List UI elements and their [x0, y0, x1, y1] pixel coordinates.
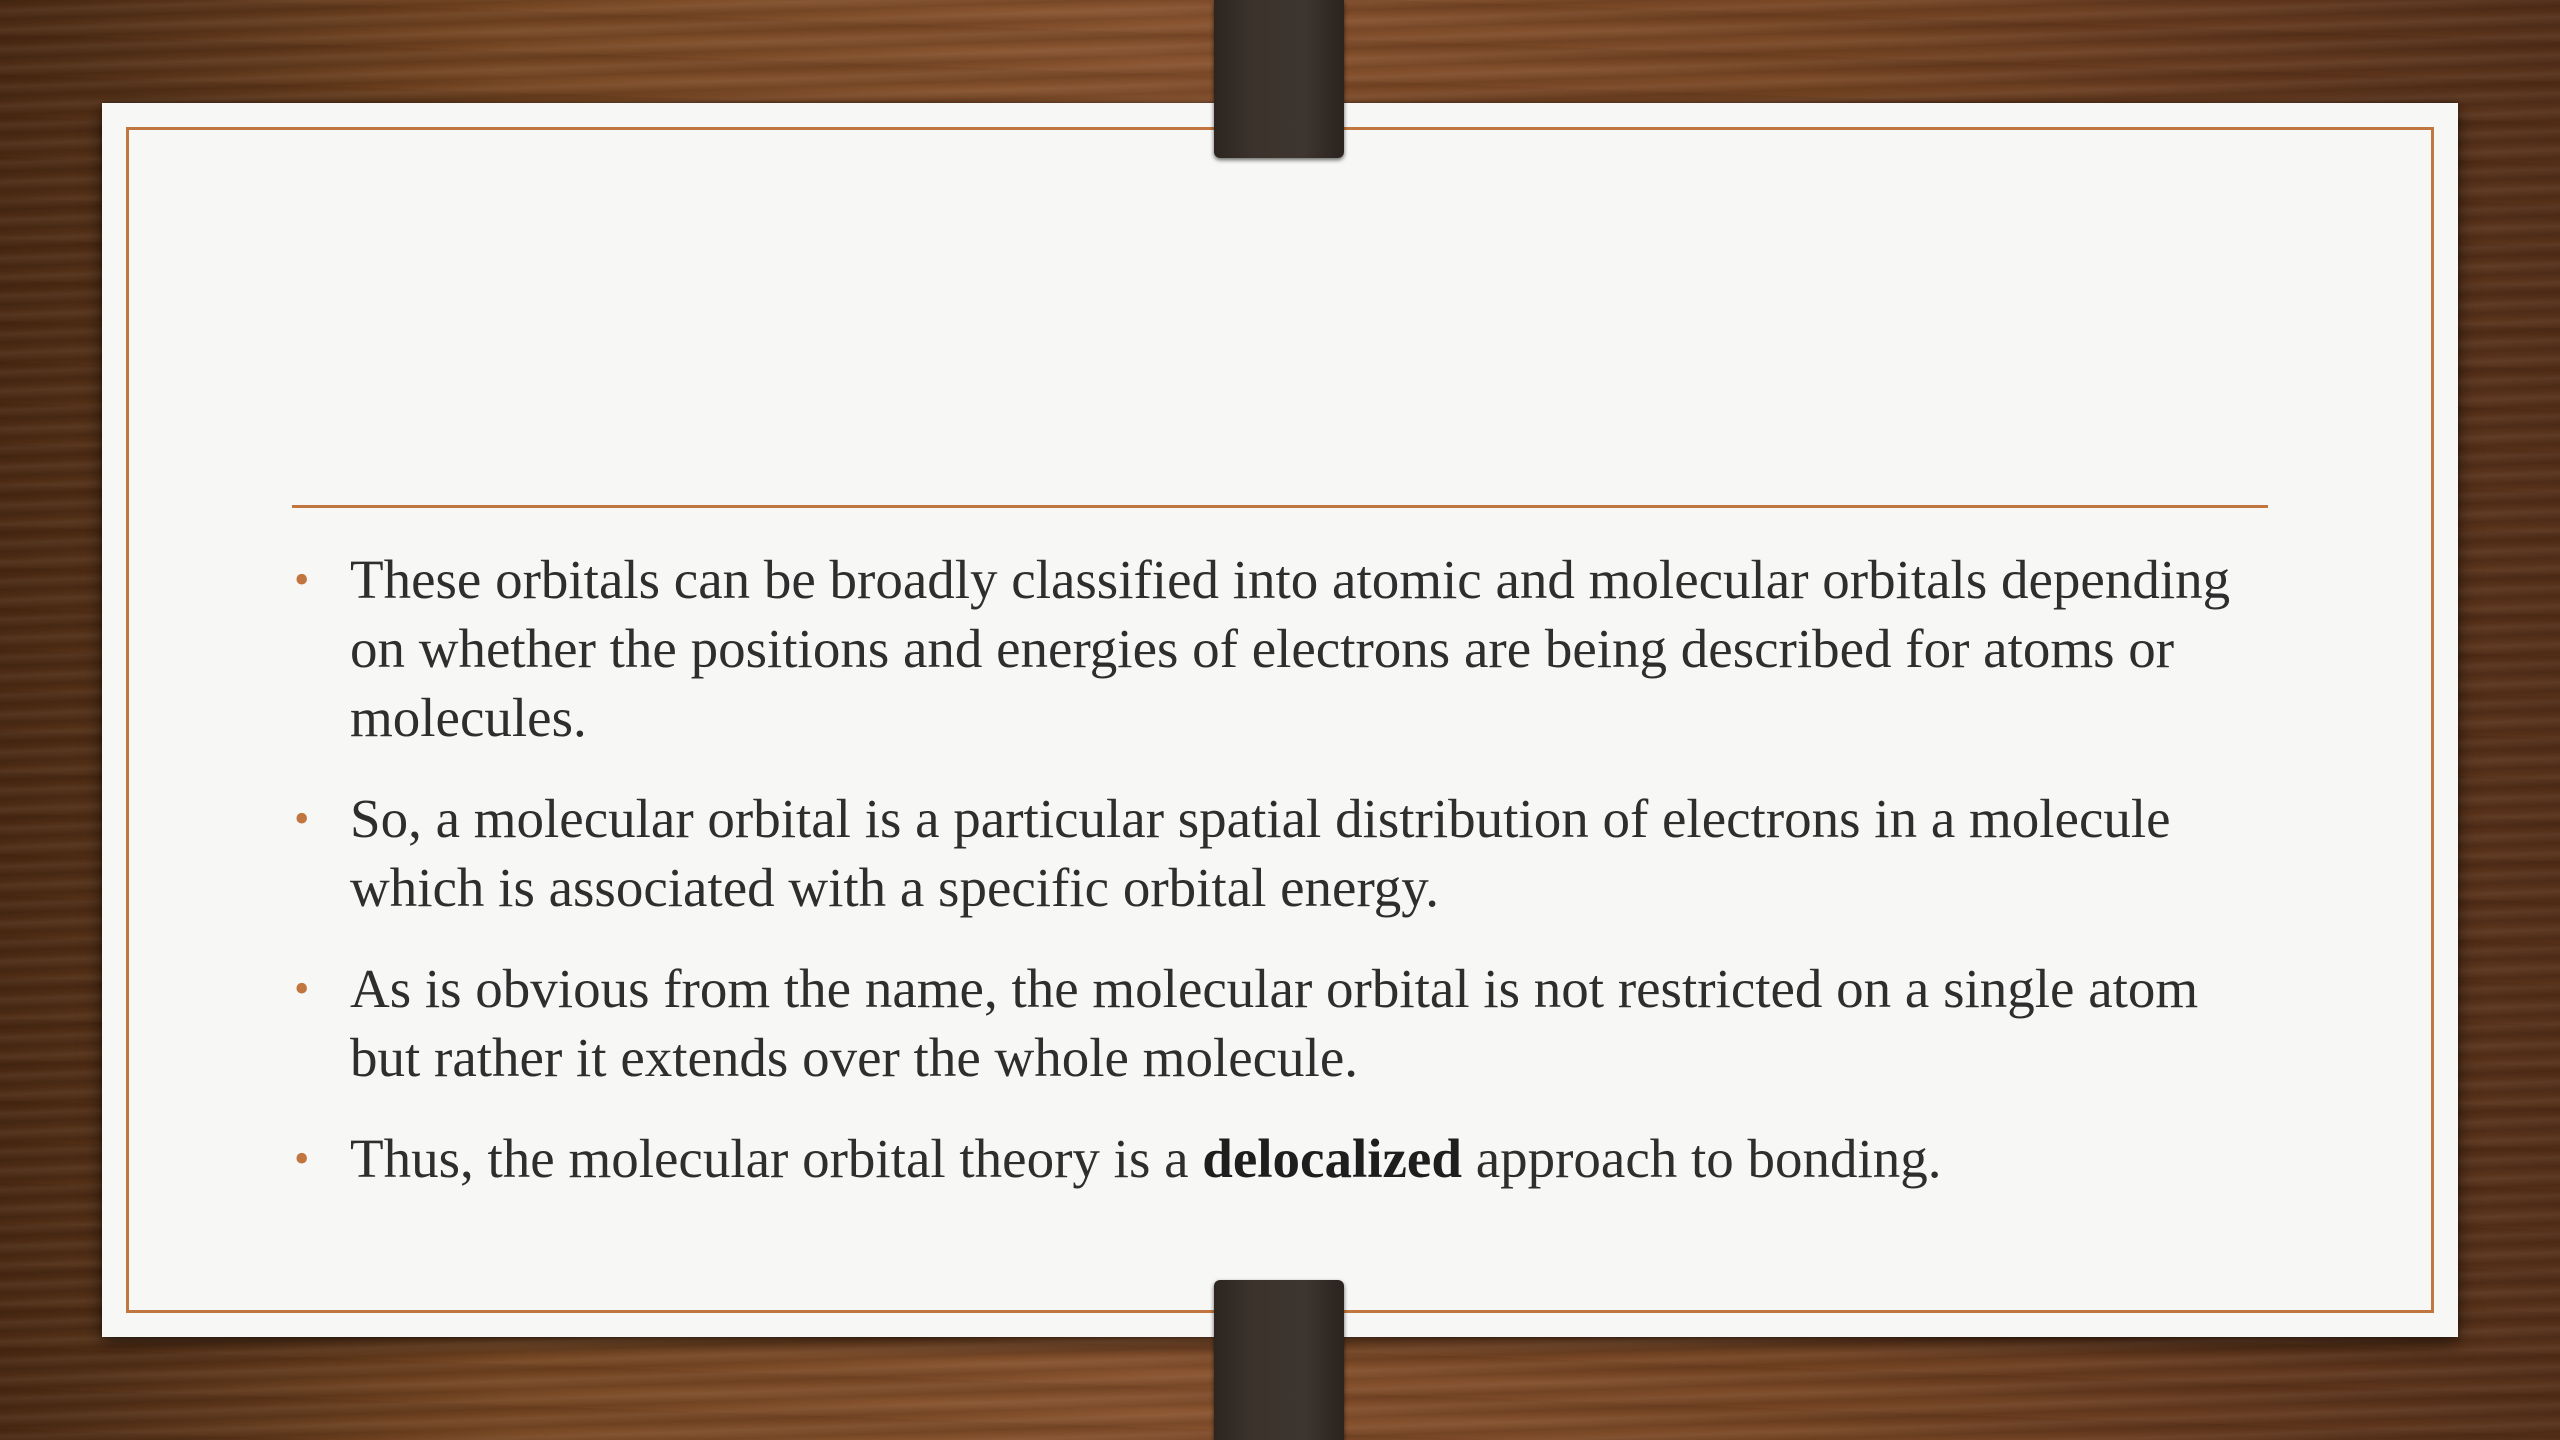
bullet-list — [292, 545, 2252, 1225]
bullet-text-emphasis: delocalized — [1202, 1128, 1462, 1189]
bullet-text-before: Thus, the molecular orbital theory is a — [350, 1128, 1203, 1189]
bullet-icon: • — [294, 1134, 310, 1183]
bottom-clip — [1214, 1280, 1344, 1440]
top-clip — [1214, 0, 1344, 158]
bullet-item-2 — [292, 784, 2252, 922]
bullet-icon: • — [294, 794, 310, 843]
bullet-text-after: approach to bonding. — [1461, 1128, 1942, 1189]
bullet-icon: • — [294, 555, 310, 604]
bullet-item-1 — [292, 545, 2252, 752]
bullet-text: These orbitals can be broadly classified into atomic and molecular orbitals depending on whether the positions and energies of electrons are being described for atoms or molecules. — [350, 549, 2231, 748]
bullet-item-3 — [292, 954, 2252, 1092]
bullet-item-4 — [292, 1124, 2252, 1193]
bullet-text: So, a molecular orbital is a particular spatial distribution of electrons in a molecule which is associated with a specific orbital energy. — [350, 788, 2171, 918]
title-divider — [292, 505, 2268, 508]
bullet-icon: • — [294, 964, 310, 1013]
bullet-text: As is obvious from the name, the molecular orbital is not restricted on a single atom but rather it extends over the whole molecule. — [350, 958, 2199, 1088]
